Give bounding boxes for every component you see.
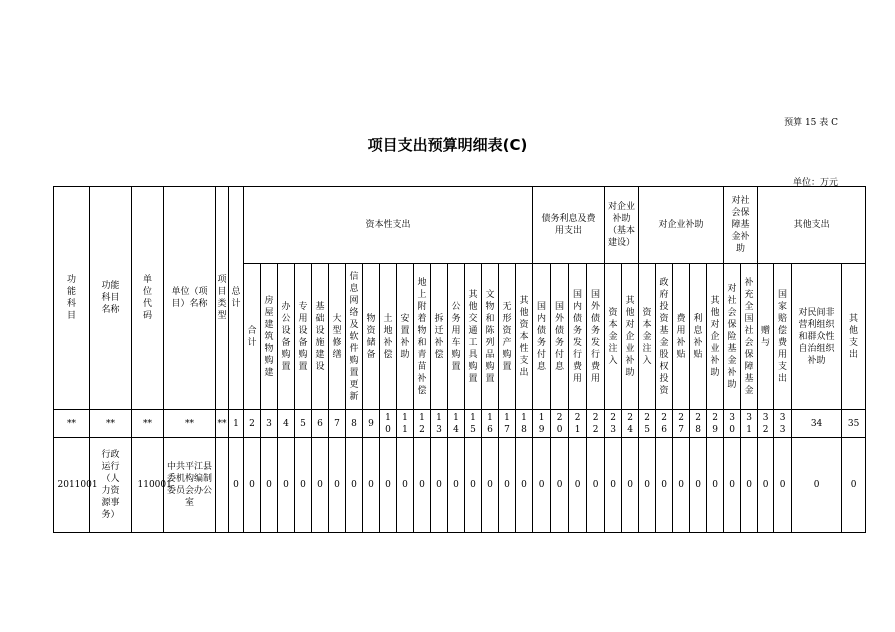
- unit-label: 单位：万元: [792, 178, 838, 188]
- cell-func-subject: 2011001: [54, 438, 90, 533]
- group-capital: 资本性支出: [244, 187, 533, 264]
- col-22: 资本金注入: [605, 264, 622, 410]
- col-18: 国内债务付息: [533, 264, 551, 410]
- col-11: 地上附着物和青苗补偿: [414, 264, 431, 410]
- col-33: 对民间非营利组织和群众性自治组织补助: [792, 264, 842, 410]
- col-8: 物资储备: [363, 264, 380, 410]
- cell-unit-code: 110001: [132, 438, 164, 533]
- col-32: 国家赔偿费用支出: [774, 264, 792, 410]
- col-project-type: 项目类型: [216, 187, 229, 410]
- col-7: 信息网络及软件购置更新: [346, 264, 363, 410]
- col-20: 国内债务发行费用: [569, 264, 587, 410]
- cell-project-type: [216, 438, 229, 533]
- col-25: 政府投资基金股权投资: [656, 264, 673, 410]
- col-12: 拆迁补偿: [431, 264, 448, 410]
- group-other: 其他支出: [758, 187, 866, 264]
- header-row-1: [54, 187, 866, 264]
- col-21: 国外债务发行费用: [587, 264, 605, 410]
- group-enterprise: 对企业补助: [639, 187, 724, 264]
- col-14: 其他交通工具购置: [465, 264, 482, 410]
- col-34: 其他支出: [842, 264, 866, 410]
- col-16: 无形资产购置: [499, 264, 516, 410]
- group-enterprise-capital: 对企业补助（基本建设）: [605, 187, 639, 264]
- col-3: 办公设备购置: [278, 264, 295, 410]
- col-4: 专用设备购置: [295, 264, 312, 410]
- col-27: 利息补贴: [690, 264, 707, 410]
- col-15: 文物和陈列品购置: [482, 264, 499, 410]
- col-6: 大型修缮: [329, 264, 346, 410]
- cell-unit-name: 中共平江县委机构编制委员会办公室: [164, 438, 216, 533]
- col-total: 总计: [229, 187, 244, 410]
- col-func-name: 功能科目名称: [90, 187, 132, 410]
- col-28: 其他对企业补助: [707, 264, 724, 410]
- col-unit-code: 单位代码: [132, 187, 164, 410]
- col-13: 公务用车购置: [448, 264, 465, 410]
- col-19: 国外债务付息: [551, 264, 569, 410]
- budget-table: [53, 186, 866, 533]
- col-31: 赠与: [758, 264, 774, 410]
- col-26: 费用补贴: [673, 264, 690, 410]
- table-number: 预算 15 表 C: [784, 118, 838, 128]
- col-29: 对社会保险基金补助: [724, 264, 741, 410]
- col-2: 房屋建筑物购建: [261, 264, 278, 410]
- code-row: ** ** ** ** ** 1 2 3 4 5 6 7 8 9 10 11 12 13 14 15 16 17 18 19 20 21 22 23 24 25 26 27 28 29 30 31 32 33 34 35: [54, 410, 866, 438]
- col-func-subject: 功能科目: [54, 187, 90, 410]
- col-unit-name: 单位（项目）名称: [164, 187, 216, 410]
- table-row: 2011001 行政运行（人力资源事务） 110001 中共平江县委机构编制委员会办公室 0 0 0 0 0 0 0 0 0 0 0 0 0 0 0 0 0 0 0 0 0 0 0 0 0 0 0 0 0 0 0 0 0 0 0: [54, 438, 866, 533]
- col-1: 合计: [244, 264, 261, 410]
- cell-func-name: 行政运行（人力资源事务）: [90, 438, 132, 533]
- page-title: 项目支出预算明细表(C): [367, 136, 528, 154]
- col-9: 土地补偿: [380, 264, 397, 410]
- col-24: 资本金注入: [639, 264, 656, 410]
- col-23: 其他对企业补助: [622, 264, 639, 410]
- col-30: 补充全国社会保障基金: [741, 264, 758, 410]
- group-debt: 债务利息及费用支出: [533, 187, 605, 264]
- col-5: 基础设施建设: [312, 264, 329, 410]
- col-10: 安置补助: [397, 264, 414, 410]
- group-social: 对社会保障基金补助: [724, 187, 758, 264]
- col-17: 其他资本性支出: [516, 264, 533, 410]
